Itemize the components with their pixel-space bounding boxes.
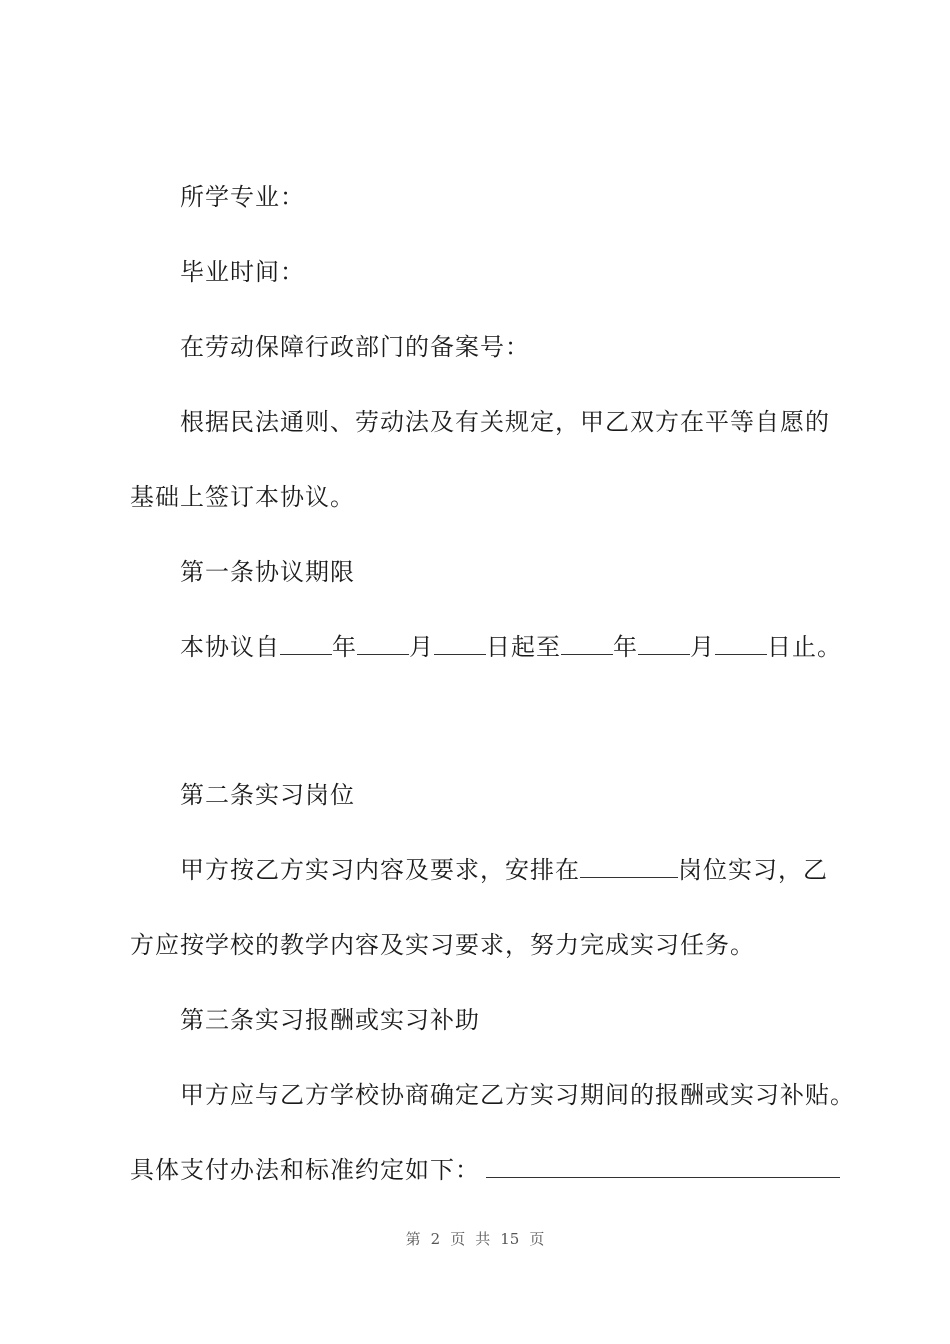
article1-title: 第一条协议期限 — [180, 558, 355, 586]
intro-paragraph-line-1: 根据民法通则、劳动法及有关规定，甲乙双方在平等自愿的 — [180, 408, 830, 436]
post-suffix: 岗位实习，乙 — [678, 856, 828, 884]
article2-paragraph-line-2: 方应按学校的教学内容及实习要求，努力完成实习任务。 — [130, 931, 755, 959]
end-year-blank[interactable] — [561, 632, 613, 655]
article3-paragraph-line-2 — [130, 1153, 850, 1187]
start-year-blank[interactable] — [280, 632, 332, 655]
intro-paragraph-line-2: 基础上签订本协议。 — [130, 483, 355, 511]
payment-method-blank[interactable] — [486, 1155, 840, 1178]
article1-term-line — [180, 630, 860, 664]
term-year-1: 年 — [332, 633, 357, 661]
footer-ye: 页 — [450, 1230, 466, 1248]
footer-total-pages: 15 — [500, 1230, 520, 1248]
term-prefix: 本协议自 — [180, 633, 280, 661]
start-day-blank[interactable] — [434, 632, 486, 655]
article3-title: 第三条实习报酬或实习补助 — [180, 1006, 480, 1034]
major-field-label: 所学专业： — [180, 183, 305, 211]
footer-ye-2: 页 — [529, 1230, 545, 1248]
footer-page-number: 2 — [430, 1230, 441, 1248]
article2-title: 第二条实习岗位 — [180, 781, 355, 809]
post-blank[interactable] — [580, 855, 678, 878]
end-month-blank[interactable] — [638, 632, 690, 655]
term-month-2: 月 — [690, 633, 715, 661]
term-day-2: 日止。 — [767, 633, 842, 661]
article2-paragraph-line-1 — [180, 853, 860, 887]
footer-gong: 共 — [475, 1230, 491, 1248]
term-month-1: 月 — [409, 633, 434, 661]
page-footer — [0, 1228, 950, 1249]
article3-paragraph-line-1: 甲方应与乙方学校协商确定乙方实习期间的报酬或实习补贴。 — [180, 1081, 855, 1109]
graduation-time-label: 毕业时间： — [180, 258, 305, 286]
term-day-1: 日起至 — [486, 633, 561, 661]
record-number-label: 在劳动保障行政部门的备案号： — [180, 333, 530, 361]
payment-method-label: 具体支付办法和标准约定如下： — [130, 1156, 480, 1184]
end-day-blank[interactable] — [715, 632, 767, 655]
post-prefix: 甲方按乙方实习内容及要求，安排在 — [180, 856, 580, 884]
start-month-blank[interactable] — [357, 632, 409, 655]
footer-di: 第 — [405, 1230, 421, 1248]
term-year-2: 年 — [613, 633, 638, 661]
